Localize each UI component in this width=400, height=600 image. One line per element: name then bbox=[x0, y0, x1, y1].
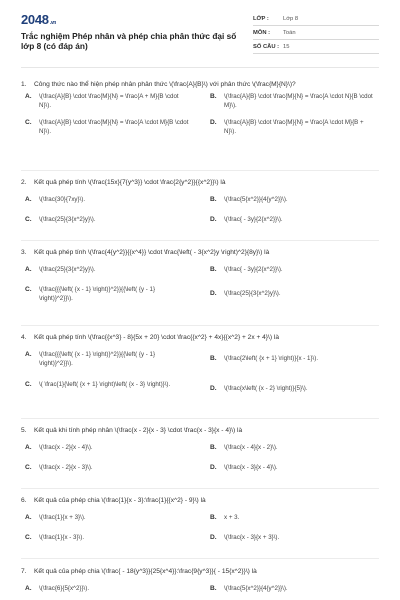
option-c[interactable] bbox=[25, 464, 190, 473]
question-number: 2. bbox=[21, 179, 27, 186]
meta-label: LỚP : bbox=[253, 16, 269, 22]
question-number: 6. bbox=[21, 497, 27, 504]
option-key: A. bbox=[25, 585, 32, 592]
question-number: 4. bbox=[21, 334, 27, 341]
question-text bbox=[21, 80, 379, 89]
question-divider bbox=[21, 240, 379, 241]
question-text bbox=[21, 248, 379, 257]
question-number: 3. bbox=[21, 249, 27, 256]
question-1 bbox=[21, 80, 379, 143]
option-key: D. bbox=[210, 290, 217, 297]
meta-row-subject bbox=[253, 28, 379, 40]
option-c[interactable] bbox=[25, 286, 190, 303]
logo-text: 2048 bbox=[21, 12, 49, 27]
option-text: \(\frac{2\left( {x + 1} \right)}{x - 1}\). bbox=[224, 355, 319, 362]
option-text: \(\frac{{{\left( {x - 1} \right)}^2}}{{\left( {y - 1} \right)}^2}}\). bbox=[39, 351, 156, 367]
option-list bbox=[21, 93, 379, 143]
option-text: \(\frac{25}{3{x^2}y}\). bbox=[224, 290, 281, 297]
page-title: Trắc nghiệm Phép nhân và phép chia phân thức đại số lớp 8 (có đáp án) bbox=[21, 31, 237, 51]
option-text: \( \frac{1}{\left( {x + 1} \right)\left( {x - 3} \right)}\). bbox=[39, 381, 171, 388]
option-c[interactable] bbox=[25, 216, 190, 225]
option-key: B. bbox=[210, 444, 217, 451]
meta-label: MÔN : bbox=[253, 30, 271, 36]
option-a[interactable] bbox=[25, 351, 190, 368]
option-key: B. bbox=[210, 93, 217, 100]
question-divider bbox=[21, 488, 379, 489]
option-text: x + 3. bbox=[224, 514, 240, 521]
meta-row-count bbox=[253, 42, 379, 54]
option-d[interactable] bbox=[210, 385, 375, 394]
option-text: \(\frac{x - 2}{x - 3}\). bbox=[39, 464, 93, 471]
question-body: Kết quả của phép chia \(\frac{ - 18{y^3}}{25{x^4}}:\frac{9{y^3}}{ - 15{x^2}}\) là bbox=[34, 568, 257, 575]
question-6 bbox=[21, 496, 379, 556]
option-d[interactable] bbox=[210, 119, 375, 136]
option-text: \(\frac{A}{B} \cdot \frac{M}{N} = \frac{A + M}{B \cdot N}\). bbox=[39, 93, 179, 109]
option-key: A. bbox=[25, 93, 32, 100]
option-a[interactable] bbox=[25, 444, 190, 453]
option-d[interactable] bbox=[210, 290, 375, 299]
option-a[interactable] bbox=[25, 196, 190, 205]
option-text: \(\frac{x - 3}{x + 3}\). bbox=[224, 534, 280, 541]
option-list bbox=[21, 514, 379, 556]
question-2 bbox=[21, 178, 379, 238]
option-key: C. bbox=[25, 534, 32, 541]
option-text: \(\frac{A}{B} \cdot \frac{M}{N} = \frac{A \cdot M}{B + N}\). bbox=[224, 119, 364, 135]
option-key: B. bbox=[210, 266, 217, 273]
option-key: B. bbox=[210, 196, 217, 203]
option-a[interactable] bbox=[25, 93, 190, 110]
question-body: Kết quả phép tính \(\frac{15x}{7{y^3}} \cdot \frac{2{y^2}}{{x^2}}\) là bbox=[34, 179, 226, 186]
option-b[interactable] bbox=[210, 355, 375, 364]
question-text bbox=[21, 567, 379, 576]
option-text: \(\frac{5{x^2}}{4{y^2}}\). bbox=[224, 585, 288, 592]
question-4 bbox=[21, 333, 379, 421]
question-divider bbox=[21, 325, 379, 326]
option-key: B. bbox=[210, 585, 217, 592]
logo-suffix: .vn bbox=[49, 20, 57, 26]
meta-row-class bbox=[253, 14, 379, 26]
option-key: D. bbox=[210, 385, 217, 392]
question-body: Kết quả khi tính phép nhân \(\frac{x - 2}{x - 3} \cdot \frac{x - 3}{x - 4}\) là bbox=[34, 427, 243, 434]
option-a[interactable] bbox=[25, 585, 190, 594]
option-text: \(\frac{6}{5{x^2}}\). bbox=[39, 585, 90, 592]
option-key: C. bbox=[25, 119, 32, 126]
option-list bbox=[21, 585, 379, 600]
option-text: \(\frac{5{x^2}}{4{y^2}}\). bbox=[224, 196, 288, 203]
option-b[interactable] bbox=[210, 444, 375, 453]
page-header bbox=[0, 0, 400, 62]
option-key: D. bbox=[210, 216, 217, 223]
option-b[interactable] bbox=[210, 585, 375, 594]
option-key: B. bbox=[210, 514, 217, 521]
option-list bbox=[21, 351, 379, 421]
option-key: A. bbox=[25, 196, 32, 203]
option-text: \(\frac{1}{x - 3}\). bbox=[39, 534, 85, 541]
header-divider bbox=[21, 67, 379, 68]
meta-value: Toán bbox=[283, 30, 296, 36]
question-divider bbox=[21, 558, 379, 559]
option-text: \(\frac{ - 3y}{2{x^2}}\). bbox=[224, 266, 283, 273]
question-7 bbox=[21, 567, 379, 600]
option-key: D. bbox=[210, 464, 217, 471]
option-text: \(\frac{A}{B} \cdot \frac{M}{N} = \frac{A \cdot M}{B \cdot N}\). bbox=[39, 119, 189, 135]
option-key: D. bbox=[210, 534, 217, 541]
option-b[interactable] bbox=[210, 514, 375, 523]
question-number: 7. bbox=[21, 568, 27, 575]
option-key: A. bbox=[25, 514, 32, 521]
question-body: Kết quả phép tính \(\frac{4{y^2}}{{x^4}} \cdot \frac{\left( - 3{x^2}y \right)^2}{8y}\) là bbox=[34, 249, 270, 256]
option-d[interactable] bbox=[210, 216, 375, 225]
option-b[interactable] bbox=[210, 93, 375, 110]
question-text bbox=[21, 426, 379, 435]
option-a[interactable] bbox=[25, 514, 190, 523]
option-list bbox=[21, 196, 379, 238]
question-3 bbox=[21, 248, 379, 324]
option-key: C. bbox=[25, 216, 32, 223]
question-text bbox=[21, 333, 379, 342]
option-key: A. bbox=[25, 351, 32, 358]
question-5 bbox=[21, 426, 379, 486]
option-list bbox=[21, 444, 379, 486]
question-text bbox=[21, 178, 379, 187]
option-text: \(\frac{x - 4}{x - 2}\). bbox=[224, 444, 278, 451]
option-c[interactable] bbox=[25, 381, 190, 390]
option-text: \(\frac{1}{x + 3}\). bbox=[39, 514, 86, 521]
meta-value: 15 bbox=[283, 44, 290, 50]
question-text bbox=[21, 496, 379, 505]
option-d[interactable] bbox=[210, 534, 375, 543]
option-text: \(\frac{x\left( {x - 2} \right)}{5}\). bbox=[224, 385, 308, 392]
option-text: \(\frac{A}{B} \cdot \frac{M}{N} = \frac{A \cdot N}{B \cdot M}\). bbox=[224, 93, 373, 109]
site-logo[interactable] bbox=[21, 12, 56, 27]
option-key: B. bbox=[210, 355, 217, 362]
question-divider bbox=[21, 170, 379, 171]
option-text: \(\frac{x - 3}{x - 4}\). bbox=[224, 464, 278, 471]
option-text: \(\frac{x - 2}{x - 4}\). bbox=[39, 444, 93, 451]
meta-label: SỐ CÂU : bbox=[253, 44, 280, 50]
option-c[interactable] bbox=[25, 119, 190, 136]
question-body: Công thức nào thể hiện phép nhân phân thức \(\frac{A}{B}\) với phân thức \(\frac{M}{N}\)? bbox=[34, 81, 296, 88]
question-body: Kết quả của phép chia \(\frac{1}{x - 3}:\frac{1}{{x^2} - 9}\) là bbox=[34, 497, 206, 504]
option-key: C. bbox=[25, 464, 32, 471]
option-key: A. bbox=[25, 266, 32, 273]
option-text: \(\frac{ - 3y}{2{x^2}}\). bbox=[224, 216, 283, 223]
question-number: 5. bbox=[21, 427, 27, 434]
question-body: Kết quả phép tính \(\frac{{x^3} - 8}{5x + 20} \cdot \frac{{x^2} + 4x}{{x^2} + 2x + 4}\) là bbox=[34, 334, 280, 341]
option-a[interactable] bbox=[25, 266, 190, 275]
option-key: D. bbox=[210, 119, 217, 126]
option-b[interactable] bbox=[210, 196, 375, 205]
option-b[interactable] bbox=[210, 266, 375, 275]
question-divider bbox=[21, 418, 379, 419]
option-key: C. bbox=[25, 381, 32, 388]
exam-meta bbox=[253, 14, 379, 56]
option-text: \(\frac{{{\left( {x - 1} \right)}^2}}{{\left( {y - 1} \right)}^2}}\). bbox=[39, 286, 156, 302]
option-key: C. bbox=[25, 286, 32, 293]
option-text: \(\frac{25}{3{x^2}y}\). bbox=[39, 266, 96, 273]
option-list bbox=[21, 266, 379, 324]
question-number: 1. bbox=[21, 81, 27, 88]
option-text: \(\frac{25}{3{x^2}y}\). bbox=[39, 216, 96, 223]
meta-value: Lớp 8 bbox=[283, 16, 299, 22]
option-text: \(\frac{30}{7xy}\). bbox=[39, 196, 86, 203]
option-c[interactable] bbox=[25, 534, 190, 543]
option-key: A. bbox=[25, 444, 32, 451]
option-d[interactable] bbox=[210, 464, 375, 473]
